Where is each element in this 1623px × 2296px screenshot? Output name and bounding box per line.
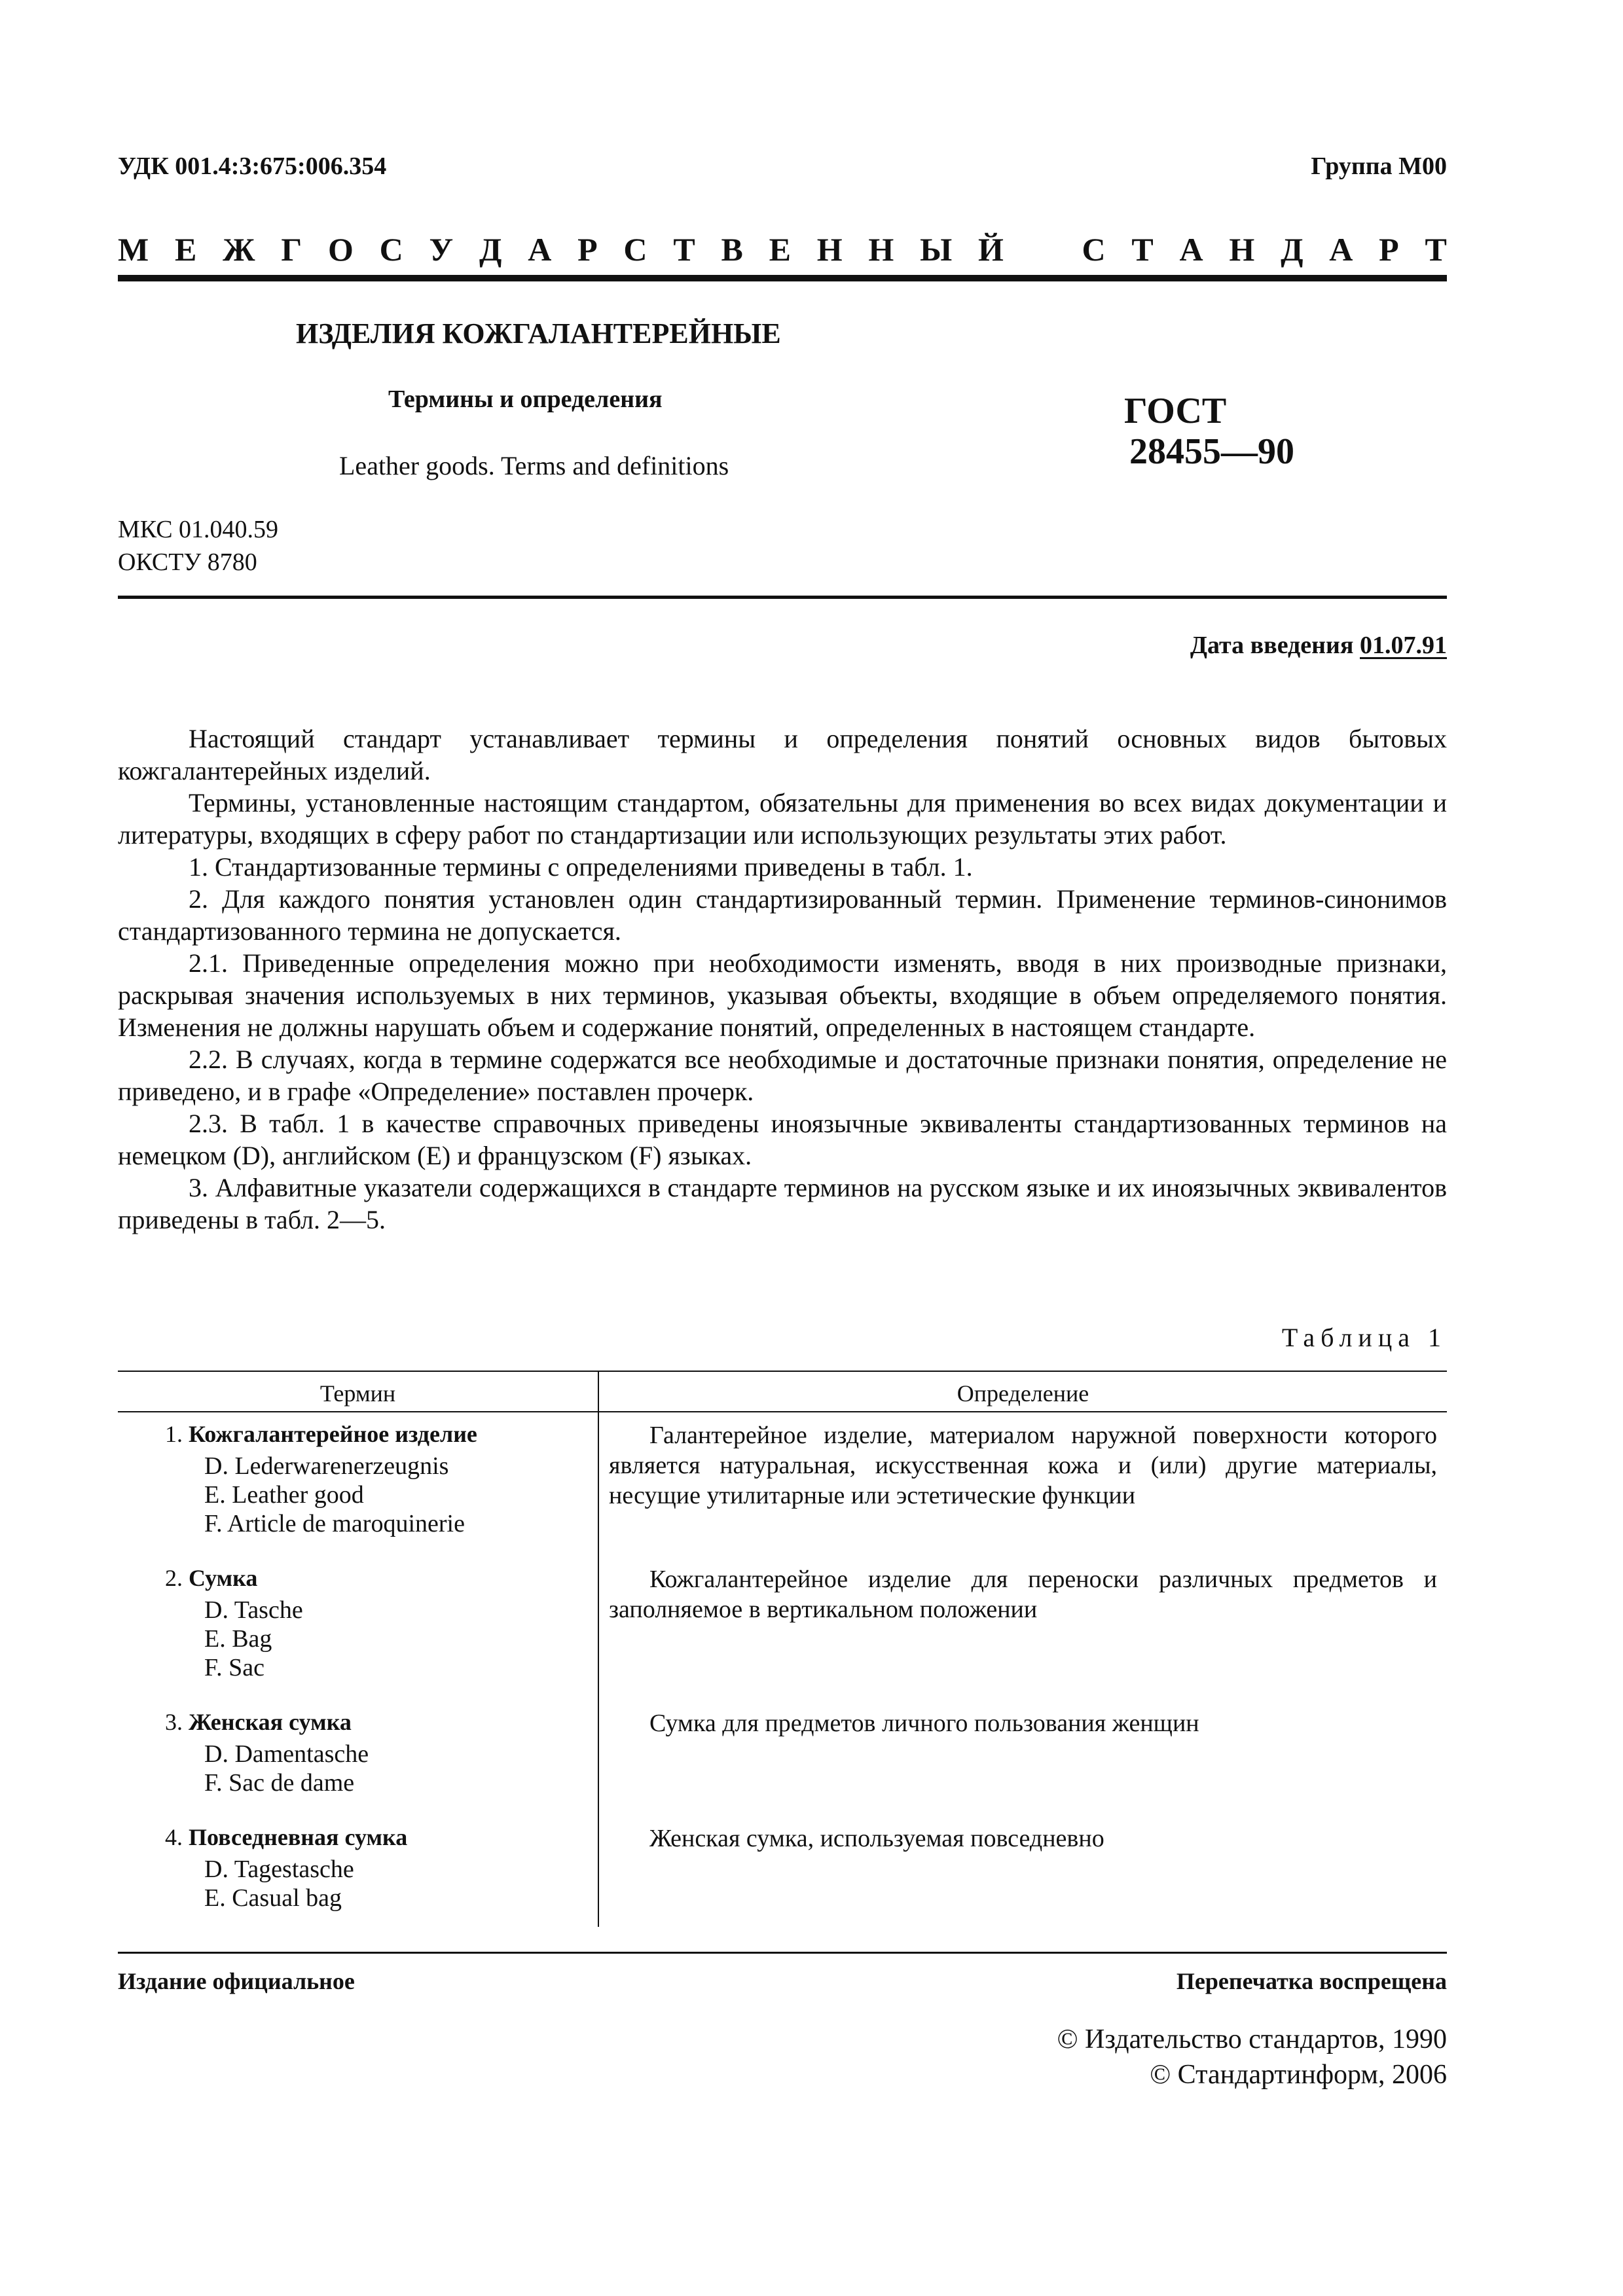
table-caption: Таблица 1 [1281, 1323, 1447, 1352]
banner-letter: Ы [920, 231, 953, 268]
table-row-term [165, 1708, 352, 1736]
reprint-prohibited-label: Перепечатка воспрещена [1176, 1968, 1447, 1994]
copyright-line: © Стандартинформ, 2006 [1150, 2060, 1447, 2090]
banner-letter: Т [673, 231, 695, 268]
table-header-definition: Определение [957, 1380, 1089, 1407]
banner-letter: А [1179, 231, 1203, 268]
term-definition: Галантерейное изделие, материалом наружной поверхности которого является натуральная, искусственная кожа и (или) другие материалы, несущие утилитарные или эстетические функции [609, 1422, 1437, 1509]
term-equivalents [204, 1740, 369, 1797]
banner-letter: Р [577, 231, 598, 268]
banner-letter: Е [769, 231, 791, 268]
term-equivalent: E. Leather good [204, 1481, 364, 1509]
document-title: ИЗДЕЛИЯ КОЖГАЛАНТЕРЕЙНЫЕ [296, 317, 781, 350]
banner-letter: С [379, 231, 403, 268]
banner-letter: Т [1425, 231, 1447, 268]
banner-letter: С [623, 231, 647, 268]
paragraph: 2.2. В случаях, когда в термине содержатся все необходимые и достаточные признаки понятия, определение не приведено, и в графе «Определение» поставлен прочерк. [118, 1045, 1447, 1106]
banner-letter: М [118, 231, 149, 268]
banner-letter: Д [1281, 231, 1304, 268]
footer-rule [118, 1952, 1447, 1954]
document-subtitle: Термины и определения [388, 386, 663, 413]
term-number: 1. [165, 1421, 183, 1447]
term-equivalent: F. Article de maroquinerie [204, 1510, 465, 1537]
okstu-code: ОКСТУ 8780 [118, 548, 257, 576]
mks-code: МКС 01.040.59 [118, 516, 279, 543]
banner-letter: В [721, 231, 743, 268]
banner-letter: Р [1379, 231, 1399, 268]
paragraph: 1. Стандартизованные термины с определениями приведены в табл. 1. [189, 852, 973, 882]
copyright-line: © Издательство стандартов, 1990 [1057, 2024, 1447, 2054]
term-equivalent: F. Sac de dame [204, 1769, 355, 1797]
term-equivalents [204, 1596, 303, 1682]
term-equivalent: D. Damentasche [204, 1740, 369, 1768]
gost-number: 28455—90 [1129, 431, 1294, 472]
introduction-date-value: 01.07.91 [1360, 632, 1447, 659]
paragraph: Термины, установленные настоящим стандартом, обязательны для применения во всех видах документации и литературы, входящих в сферу работ по стандартизации или использующих результаты этих работ. [118, 788, 1447, 850]
banner-letter: Д [479, 231, 502, 268]
table-row-term [165, 1564, 257, 1592]
term-name: Женская сумка [189, 1709, 352, 1735]
banner-letter: Ж [223, 231, 255, 268]
udk-code: УДК 001.4:3:675:006.354 [118, 152, 387, 180]
table-row-term [165, 1823, 407, 1851]
term-name: Повседневная сумка [189, 1824, 408, 1850]
header-rule [118, 596, 1447, 599]
term-definition: Женская сумка, используемая повседневно [649, 1825, 1104, 1852]
table-header-term: Термин [319, 1380, 396, 1407]
term-definition: Сумка для предметов личного пользования женщин [649, 1710, 1199, 1737]
official-edition-label: Издание официальное [118, 1968, 355, 1994]
banner-rule [118, 275, 1447, 281]
term-equivalent: D. Lederwarenerzeugnis [204, 1452, 449, 1480]
interstate-standard-banner [118, 230, 1447, 268]
banner-letter: А [528, 231, 552, 268]
term-equivalent: D. Tasche [204, 1596, 303, 1624]
group-code: Группа М00 [1311, 152, 1447, 180]
gost-label: ГОСТ [1124, 391, 1227, 431]
banner-word-gap [1030, 230, 1056, 268]
banner-letter: Й [978, 231, 1004, 268]
paragraph: 2.3. В табл. 1 в качестве справочных приведены иноязычные эквиваленты стандартизованных терминов на немецком (D), английском (E) и французском (F) языках. [118, 1109, 1447, 1170]
table-header-rule [118, 1411, 1447, 1412]
banner-letter: О [327, 231, 354, 268]
introduction-date [1190, 631, 1447, 660]
term-number: 4. [165, 1824, 183, 1850]
banner-letter: Н [868, 231, 894, 268]
banner-letter: Т [1131, 231, 1154, 268]
banner-letter: Г [281, 231, 302, 268]
body-text [118, 723, 1447, 1236]
banner-letter: Е [174, 231, 197, 268]
term-equivalent: D. Tagestasche [204, 1856, 354, 1883]
paragraph: 3. Алфавитные указатели содержащихся в стандарте терминов на русском языке и их иноязычных эквивалентов приведены в табл. 2—5. [118, 1173, 1447, 1234]
term-equivalents [204, 1855, 354, 1912]
classification-codes [118, 513, 278, 579]
banner-letter: Н [1229, 231, 1255, 268]
english-title: Leather goods. Terms and definitions [339, 451, 729, 480]
paragraph: 2.1. Приведенные определения можно при необходимости изменять, вводя в них производные признаки, раскрывая значения используемых в них терминов, указывая объекты, входящие в объем определяемого понятия. Изменения не должны нарушать объем и содержание понятий, определенных в настоящем стандарте. [118, 948, 1447, 1042]
term-number: 3. [165, 1709, 183, 1735]
paragraph: Настоящий стандарт устанавливает термины и определения понятий основных видов бытовых кожгалантерейных изделий. [118, 724, 1447, 785]
banner-letter: С [1082, 231, 1106, 268]
term-equivalent: E. Casual bag [204, 1884, 342, 1912]
paragraph: 2. Для каждого понятия установлен один стандартизированный термин. Применение терминов-синонимов стандартизованного термина не допускается. [118, 884, 1447, 946]
term-equivalents [204, 1452, 465, 1538]
term-number: 2. [165, 1565, 183, 1591]
banner-letter: Н [816, 231, 843, 268]
term-equivalent: F. Sac [204, 1654, 264, 1681]
table-column-divider [598, 1371, 599, 1927]
introduction-date-label: Дата введения [1190, 632, 1354, 659]
term-equivalent: E. Bag [204, 1625, 272, 1653]
banner-letter: А [1329, 231, 1353, 268]
table-top-rule [118, 1371, 1447, 1372]
banner-letter: У [429, 231, 454, 268]
term-definition: Кожгалантерейное изделие для переноски различных предметов и заполняемое в вертикальном положении [609, 1566, 1437, 1623]
table-row-term [165, 1420, 477, 1448]
term-name: Кожгалантерейное изделие [189, 1421, 477, 1447]
term-name: Сумка [189, 1565, 258, 1591]
